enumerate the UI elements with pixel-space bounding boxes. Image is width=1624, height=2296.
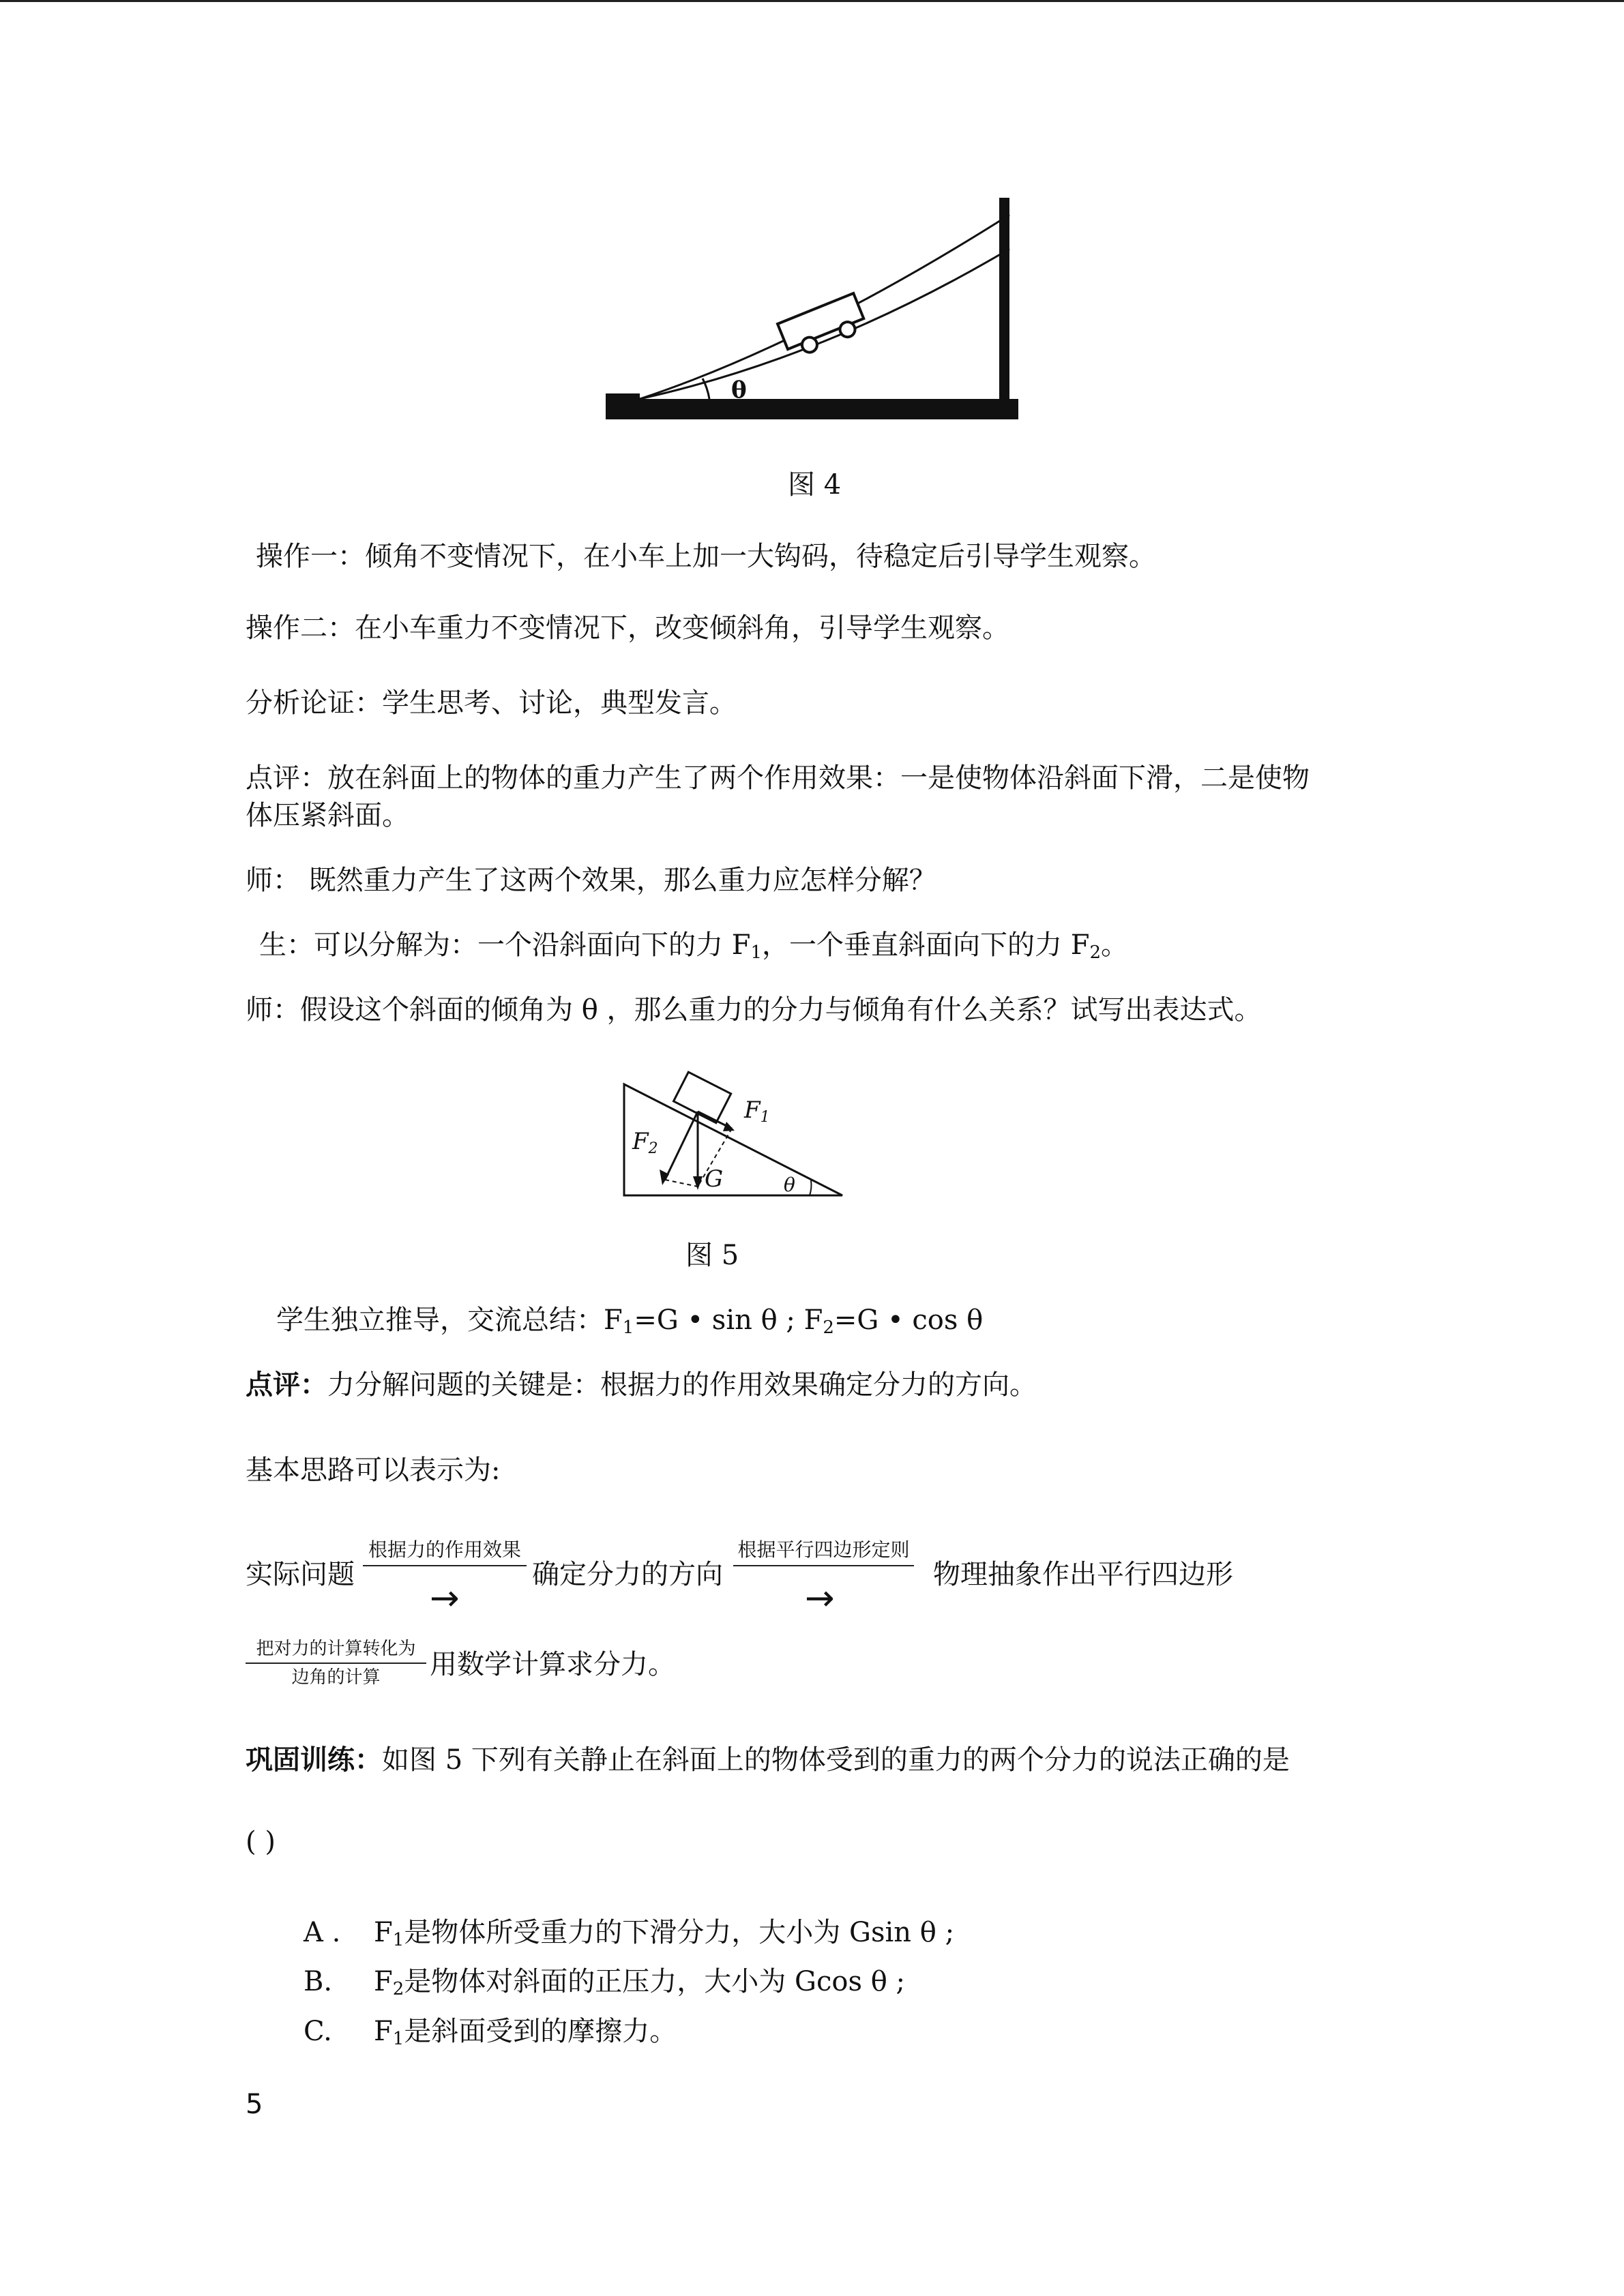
theta-label: θ bbox=[784, 1174, 795, 1196]
dashed-parallelogram-base bbox=[665, 1180, 698, 1187]
comment-1-line-1: 点评：放在斜面上的物体的重力产生了两个作用效果：一是使物体沿斜面下滑，二是使物 bbox=[246, 762, 1310, 794]
page-number: 5 bbox=[246, 2089, 263, 2120]
flow-arrow-2 bbox=[733, 1538, 914, 1566]
student-answer: 生：可以分解为：一个沿斜面向下的力 $F_1$，一个垂直斜面向下的力 $F_2$。 bbox=[259, 929, 1129, 963]
flow-step-1: 实际问题 bbox=[246, 1559, 355, 1590]
f2-label: F2 bbox=[632, 1128, 658, 1157]
figure-5-force-decomposition-diagram bbox=[617, 1060, 856, 1200]
flow-fraction bbox=[246, 1638, 426, 1688]
comment-1-line-2: 体压紧斜面。 bbox=[246, 800, 409, 831]
flow-step-2: 确定分力的方向 bbox=[532, 1559, 723, 1590]
teacher-question-1: 师： 既然重力产生了这两个效果，那么重力应怎样分解？ bbox=[246, 865, 936, 896]
option-c: C. $F_1$是斜面受到的摩擦力。 bbox=[304, 2016, 677, 2049]
flow-fraction-bottom: 边角的计算 bbox=[291, 1667, 381, 1688]
figure-4-caption: 图 4 bbox=[788, 469, 842, 501]
theta-label: θ bbox=[731, 376, 747, 404]
base-board bbox=[606, 399, 1018, 419]
flow-arrow-2-label: 根据平行四边形定则 bbox=[733, 1538, 914, 1566]
option-b: B. $F_2$是物体对斜面的正压力，大小为 Gcos θ ; bbox=[304, 1966, 905, 1999]
cart bbox=[778, 293, 868, 360]
operation-1: 操作一：倾角不变情况下，在小车上加一大钩码，待稳定后引导学生观察。 bbox=[256, 541, 1156, 572]
figure-5-caption: 图 5 bbox=[685, 1240, 739, 1271]
approach-intro: 基本思路可以表示为: bbox=[246, 1455, 501, 1486]
angle-arc bbox=[810, 1180, 811, 1195]
block bbox=[674, 1072, 731, 1123]
flow-arrow-1 bbox=[363, 1538, 527, 1566]
comment-2: 点评：力分解问题的关键是：根据力的作用效果确定分力的方向。 bbox=[246, 1369, 1037, 1401]
derivation-summary: 学生独立推导，交流总结：$F_1=G$ • sin θ ; $F_2=G$ • cos θ bbox=[276, 1304, 984, 1338]
exercise-question: 巩固训练：如图 5 下列有关静止在斜面上的物体受到的重力的两个分力的说法正确的是 bbox=[246, 1744, 1290, 1776]
base-stop-block bbox=[606, 393, 640, 403]
page-top-rule bbox=[0, 0, 1624, 2]
figure-4-incline-cart-diagram bbox=[600, 194, 1023, 440]
operation-2: 操作二：在小车重力不变情况下，改变倾斜角，引导学生观察。 bbox=[246, 612, 1009, 644]
answer-blank: ( ) bbox=[246, 1826, 276, 1858]
f1-label: F1 bbox=[744, 1097, 770, 1126]
vertical-post bbox=[999, 198, 1009, 402]
flow-fraction-top: 把对力的计算转化为 bbox=[246, 1638, 426, 1664]
g-label: G bbox=[705, 1165, 724, 1193]
flow-arrow-2-glyph: → bbox=[805, 1578, 835, 1619]
f2-arrow bbox=[665, 1112, 698, 1180]
flow-arrow-1-label: 根据力的作用效果 bbox=[363, 1538, 527, 1566]
flow-step-4: 用数学计算求分力。 bbox=[430, 1649, 675, 1680]
teacher-question-2: 师：假设这个斜面的倾角为 θ ，那么重力的分力与倾角有什么关系？试写出表达式。 bbox=[246, 994, 1262, 1026]
analysis-paragraph: 分析论证：学生思考、讨论，典型发言。 bbox=[246, 687, 737, 719]
flow-step-3: 物理抽象作出平行四边形 bbox=[933, 1559, 1233, 1590]
flow-arrow-1-glyph: → bbox=[430, 1578, 460, 1619]
option-a: A . $F_1$是物体所受重力的下滑分力，大小为 Gsin θ ; bbox=[304, 1917, 955, 1950]
